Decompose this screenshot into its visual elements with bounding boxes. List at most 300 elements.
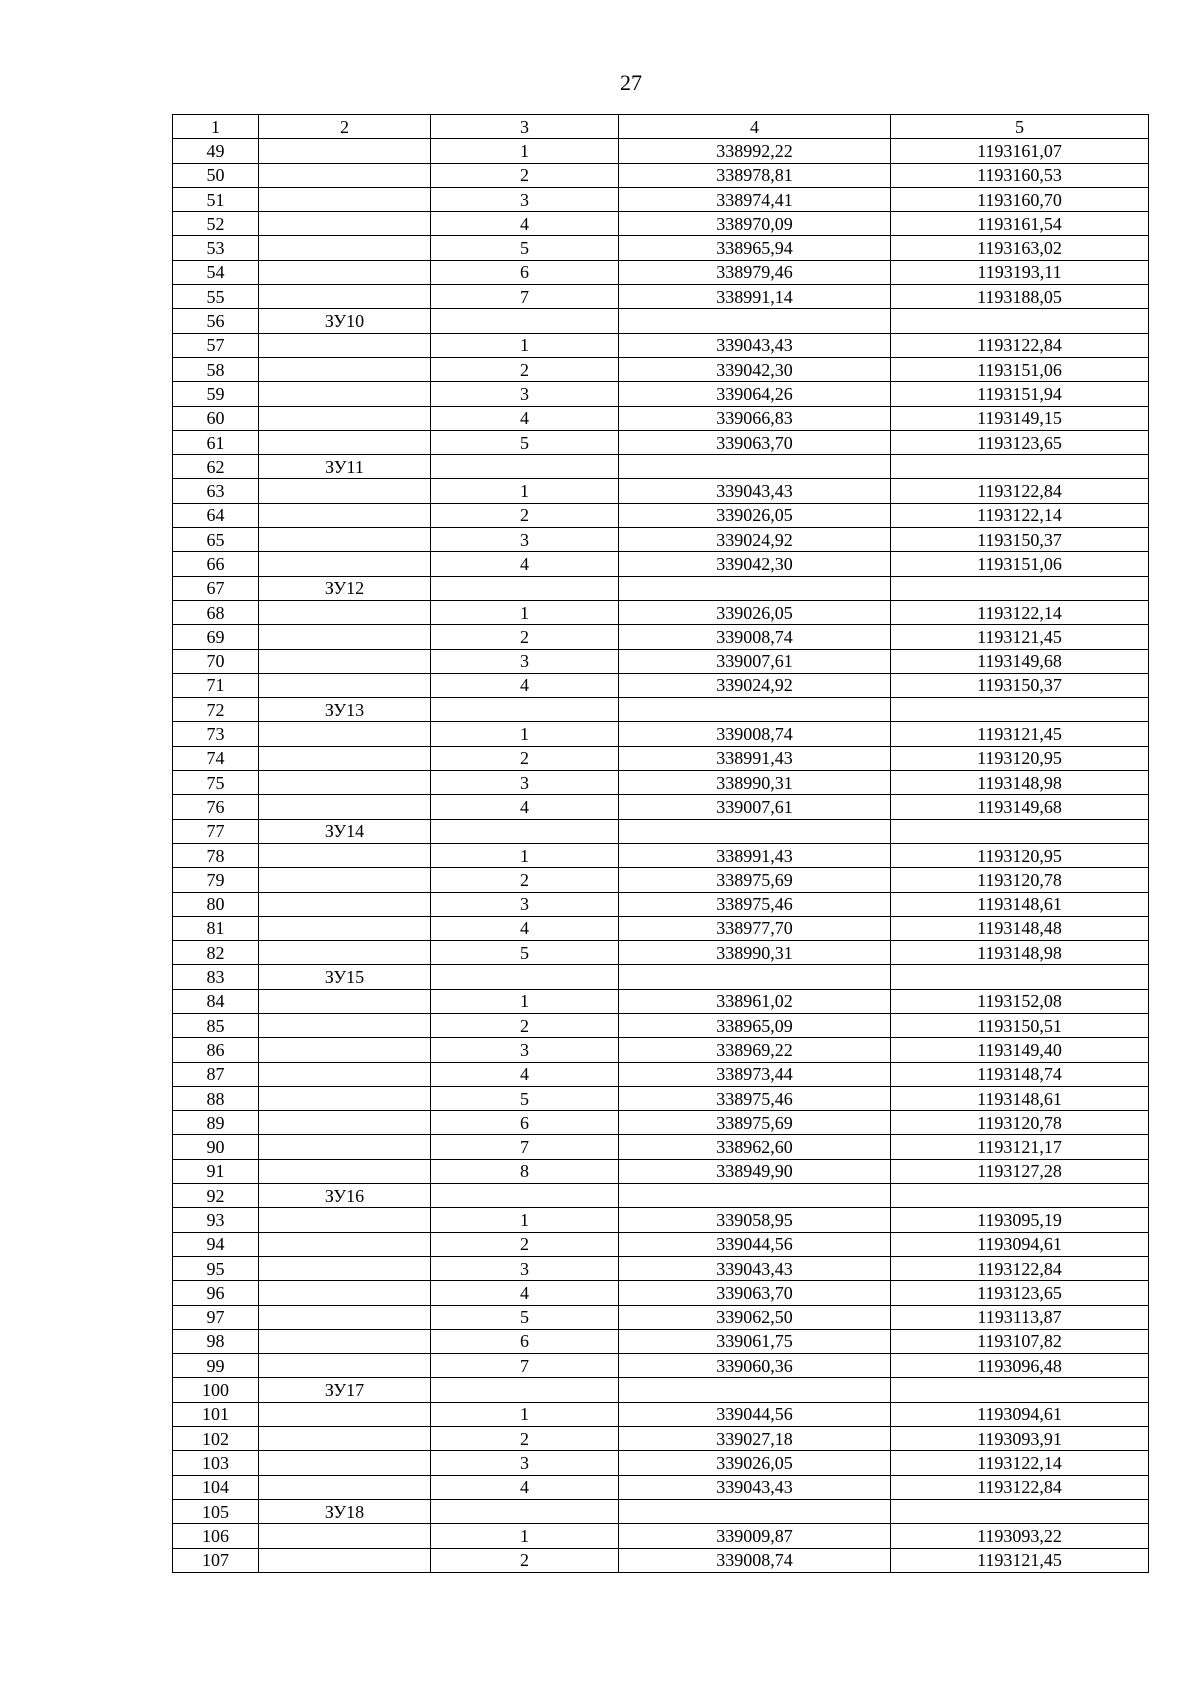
y-coordinate-cell: 1193093,22 (891, 1524, 1149, 1548)
table-row (173, 916, 1149, 940)
y-coordinate-cell: 1193122,14 (891, 503, 1149, 527)
table-row (173, 576, 1149, 600)
parcel-cell (259, 1305, 431, 1329)
row-number-cell: 71 (173, 673, 259, 697)
x-coordinate-cell: 339008,74 (619, 1548, 891, 1572)
parcel-cell (259, 236, 431, 260)
table-row (173, 139, 1149, 163)
table-row (173, 455, 1149, 479)
x-coordinate-cell (619, 1378, 891, 1402)
x-coordinate-cell: 339009,87 (619, 1524, 891, 1548)
x-coordinate-cell (619, 455, 891, 479)
point-number-cell: 4 (431, 795, 619, 819)
parcel-cell (259, 503, 431, 527)
point-number-cell: 4 (431, 1281, 619, 1305)
y-coordinate-cell: 1193149,40 (891, 1038, 1149, 1062)
y-coordinate-cell: 1193160,53 (891, 163, 1149, 187)
y-coordinate-cell: 1193120,78 (891, 1111, 1149, 1135)
table-row (173, 1062, 1149, 1086)
x-coordinate-cell: 339058,95 (619, 1208, 891, 1232)
y-coordinate-cell: 1193122,14 (891, 1451, 1149, 1475)
y-coordinate-cell: 1193095,19 (891, 1208, 1149, 1232)
y-coordinate-cell: 1193148,48 (891, 916, 1149, 940)
parcel-cell (259, 1548, 431, 1572)
y-coordinate-cell: 1193150,37 (891, 528, 1149, 552)
y-coordinate-cell: 1193150,51 (891, 1013, 1149, 1037)
x-coordinate-cell: 339024,92 (619, 673, 891, 697)
x-coordinate-cell: 338962,60 (619, 1135, 891, 1159)
parcel-cell: ЗУ12 (259, 576, 431, 600)
point-number-cell: 3 (431, 528, 619, 552)
row-number-cell: 106 (173, 1524, 259, 1548)
point-number-cell: 4 (431, 1475, 619, 1499)
table-row (173, 382, 1149, 406)
parcel-cell (259, 746, 431, 770)
point-number-cell: 4 (431, 1062, 619, 1086)
point-number-cell: 3 (431, 649, 619, 673)
parcel-cell: ЗУ14 (259, 819, 431, 843)
parcel-cell (259, 1086, 431, 1110)
row-number-cell: 70 (173, 649, 259, 673)
table-row (173, 892, 1149, 916)
row-number-cell: 49 (173, 139, 259, 163)
parcel-cell (259, 357, 431, 381)
parcel-cell: ЗУ10 (259, 309, 431, 333)
parcel-cell (259, 722, 431, 746)
parcel-cell (259, 187, 431, 211)
point-number-cell: 2 (431, 1013, 619, 1037)
y-coordinate-cell: 1193122,84 (891, 1256, 1149, 1280)
table-row (173, 1281, 1149, 1305)
table-row (173, 1256, 1149, 1280)
x-coordinate-cell: 338961,02 (619, 989, 891, 1013)
y-coordinate-cell: 1193127,28 (891, 1159, 1149, 1183)
parcel-cell: ЗУ15 (259, 965, 431, 989)
parcel-cell (259, 430, 431, 454)
x-coordinate-cell: 338991,43 (619, 746, 891, 770)
parcel-cell (259, 771, 431, 795)
row-number-cell: 92 (173, 1184, 259, 1208)
table-row (173, 479, 1149, 503)
x-coordinate-cell: 339044,56 (619, 1402, 891, 1426)
y-coordinate-cell: 1193163,02 (891, 236, 1149, 260)
point-number-cell: 5 (431, 430, 619, 454)
point-number-cell (431, 309, 619, 333)
table-row (173, 212, 1149, 236)
table-row (173, 1086, 1149, 1110)
table-row (173, 746, 1149, 770)
y-coordinate-cell: 1193121,17 (891, 1135, 1149, 1159)
row-number-cell: 50 (173, 163, 259, 187)
parcel-cell: ЗУ11 (259, 455, 431, 479)
parcel-cell (259, 1524, 431, 1548)
point-number-cell: 3 (431, 771, 619, 795)
x-coordinate-cell: 339063,70 (619, 1281, 891, 1305)
row-number-cell: 57 (173, 333, 259, 357)
parcel-cell (259, 868, 431, 892)
row-number-cell: 79 (173, 868, 259, 892)
row-number-cell: 74 (173, 746, 259, 770)
point-number-cell (431, 1499, 619, 1523)
row-number-cell: 101 (173, 1402, 259, 1426)
x-coordinate-cell: 339026,05 (619, 600, 891, 624)
point-number-cell: 1 (431, 843, 619, 867)
x-coordinate-cell (619, 1499, 891, 1523)
table-row (173, 1524, 1149, 1548)
x-coordinate-cell: 338965,94 (619, 236, 891, 260)
x-coordinate-cell: 338975,46 (619, 892, 891, 916)
point-number-cell (431, 1378, 619, 1402)
table-row (173, 941, 1149, 965)
table-row (173, 1499, 1149, 1523)
x-coordinate-cell (619, 819, 891, 843)
x-coordinate-cell: 338975,69 (619, 1111, 891, 1135)
table-row (173, 260, 1149, 284)
x-coordinate-cell: 339027,18 (619, 1427, 891, 1451)
x-coordinate-cell: 339044,56 (619, 1232, 891, 1256)
point-number-cell: 6 (431, 1111, 619, 1135)
y-coordinate-cell: 1193148,61 (891, 1086, 1149, 1110)
table-row (173, 187, 1149, 211)
x-coordinate-cell: 339043,43 (619, 479, 891, 503)
table-row (173, 1184, 1149, 1208)
x-coordinate-cell (619, 1184, 891, 1208)
x-coordinate-cell: 338973,44 (619, 1062, 891, 1086)
page-number: 27 (620, 70, 642, 95)
row-number-cell: 65 (173, 528, 259, 552)
parcel-cell (259, 1062, 431, 1086)
y-coordinate-cell: 1193094,61 (891, 1402, 1149, 1426)
table-row (173, 1354, 1149, 1378)
y-coordinate-cell: 1193161,07 (891, 139, 1149, 163)
y-coordinate-cell: 1193149,68 (891, 649, 1149, 673)
table-row (173, 625, 1149, 649)
table-row (173, 285, 1149, 309)
parcel-cell (259, 1329, 431, 1353)
x-coordinate-cell: 338974,41 (619, 187, 891, 211)
header-cell-5: 5 (891, 115, 1149, 139)
point-number-cell: 5 (431, 941, 619, 965)
table-row (173, 1548, 1149, 1572)
row-number-cell: 83 (173, 965, 259, 989)
parcel-cell (259, 528, 431, 552)
table-row (173, 843, 1149, 867)
x-coordinate-cell: 339063,70 (619, 430, 891, 454)
parcel-cell (259, 1038, 431, 1062)
parcel-cell (259, 600, 431, 624)
y-coordinate-cell: 1193149,68 (891, 795, 1149, 819)
point-number-cell: 3 (431, 1256, 619, 1280)
y-coordinate-cell: 1193122,84 (891, 479, 1149, 503)
y-coordinate-cell: 1193193,11 (891, 260, 1149, 284)
row-number-cell: 107 (173, 1548, 259, 1572)
header-cell-4: 4 (619, 115, 891, 139)
table-row (173, 503, 1149, 527)
parcel-cell (259, 1013, 431, 1037)
x-coordinate-cell: 339043,43 (619, 333, 891, 357)
table-row (173, 1451, 1149, 1475)
parcel-cell (259, 1354, 431, 1378)
y-coordinate-cell (891, 576, 1149, 600)
y-coordinate-cell (891, 455, 1149, 479)
y-coordinate-cell: 1193121,45 (891, 1548, 1149, 1572)
parcel-cell: ЗУ13 (259, 698, 431, 722)
point-number-cell: 1 (431, 1208, 619, 1232)
y-coordinate-cell: 1193160,70 (891, 187, 1149, 211)
parcel-cell: ЗУ16 (259, 1184, 431, 1208)
row-number-cell: 58 (173, 357, 259, 381)
y-coordinate-cell: 1193148,98 (891, 941, 1149, 965)
x-coordinate-cell: 339026,05 (619, 503, 891, 527)
parcel-cell (259, 625, 431, 649)
x-coordinate-cell (619, 698, 891, 722)
x-coordinate-cell: 338949,90 (619, 1159, 891, 1183)
x-coordinate-cell (619, 576, 891, 600)
table-row (173, 795, 1149, 819)
point-number-cell: 4 (431, 552, 619, 576)
x-coordinate-cell: 339042,30 (619, 552, 891, 576)
y-coordinate-cell: 1193122,14 (891, 600, 1149, 624)
row-number-cell: 104 (173, 1475, 259, 1499)
table-row (173, 1329, 1149, 1353)
y-coordinate-cell: 1193120,78 (891, 868, 1149, 892)
y-coordinate-cell (891, 1184, 1149, 1208)
table-row (173, 965, 1149, 989)
point-number-cell: 7 (431, 1135, 619, 1159)
x-coordinate-cell: 339064,26 (619, 382, 891, 406)
parcel-cell (259, 1135, 431, 1159)
row-number-cell: 86 (173, 1038, 259, 1062)
point-number-cell: 2 (431, 1232, 619, 1256)
row-number-cell: 87 (173, 1062, 259, 1086)
point-number-cell: 3 (431, 1038, 619, 1062)
row-number-cell: 97 (173, 1305, 259, 1329)
x-coordinate-cell: 338990,31 (619, 941, 891, 965)
row-number-cell: 81 (173, 916, 259, 940)
point-number-cell (431, 698, 619, 722)
row-number-cell: 67 (173, 576, 259, 600)
table-row (173, 600, 1149, 624)
point-number-cell: 1 (431, 1402, 619, 1426)
point-number-cell: 1 (431, 722, 619, 746)
x-coordinate-cell: 339024,92 (619, 528, 891, 552)
x-coordinate-cell: 339042,30 (619, 357, 891, 381)
row-number-cell: 62 (173, 455, 259, 479)
table-row (173, 1475, 1149, 1499)
x-coordinate-cell: 339008,74 (619, 625, 891, 649)
point-number-cell: 5 (431, 236, 619, 260)
table-row (173, 1111, 1149, 1135)
point-number-cell: 8 (431, 1159, 619, 1183)
parcel-cell (259, 892, 431, 916)
table-row (173, 333, 1149, 357)
point-number-cell: 2 (431, 625, 619, 649)
parcel-cell (259, 1232, 431, 1256)
table-row (173, 430, 1149, 454)
point-number-cell: 1 (431, 139, 619, 163)
row-number-cell: 61 (173, 430, 259, 454)
header-cell-1: 1 (173, 115, 259, 139)
parcel-cell (259, 382, 431, 406)
table-row (173, 1159, 1149, 1183)
y-coordinate-cell: 1193120,95 (891, 843, 1149, 867)
point-number-cell: 4 (431, 406, 619, 430)
y-coordinate-cell: 1193121,45 (891, 625, 1149, 649)
row-number-cell: 56 (173, 309, 259, 333)
row-number-cell: 80 (173, 892, 259, 916)
table-row (173, 819, 1149, 843)
parcel-cell (259, 1402, 431, 1426)
row-number-cell: 100 (173, 1378, 259, 1402)
y-coordinate-cell: 1193120,95 (891, 746, 1149, 770)
table-row (173, 357, 1149, 381)
parcel-cell (259, 795, 431, 819)
point-number-cell: 6 (431, 1329, 619, 1353)
parcel-cell (259, 1451, 431, 1475)
point-number-cell: 1 (431, 479, 619, 503)
point-number-cell: 1 (431, 333, 619, 357)
y-coordinate-cell: 1193123,65 (891, 1281, 1149, 1305)
row-number-cell: 90 (173, 1135, 259, 1159)
point-number-cell: 2 (431, 746, 619, 770)
table-row (173, 1135, 1149, 1159)
x-coordinate-cell: 338975,46 (619, 1086, 891, 1110)
x-coordinate-cell: 338992,22 (619, 139, 891, 163)
row-number-cell: 52 (173, 212, 259, 236)
x-coordinate-cell: 338991,14 (619, 285, 891, 309)
x-coordinate-cell: 338990,31 (619, 771, 891, 795)
row-number-cell: 64 (173, 503, 259, 527)
y-coordinate-cell: 1193151,06 (891, 357, 1149, 381)
table-row (173, 406, 1149, 430)
y-coordinate-cell: 1193152,08 (891, 989, 1149, 1013)
table-row (173, 1208, 1149, 1232)
parcel-cell (259, 1475, 431, 1499)
row-number-cell: 82 (173, 941, 259, 965)
parcel-cell (259, 673, 431, 697)
row-number-cell: 103 (173, 1451, 259, 1475)
x-coordinate-cell: 338977,70 (619, 916, 891, 940)
table-row (173, 236, 1149, 260)
y-coordinate-cell (891, 819, 1149, 843)
x-coordinate-cell: 338969,22 (619, 1038, 891, 1062)
row-number-cell: 77 (173, 819, 259, 843)
point-number-cell: 3 (431, 892, 619, 916)
table-row (173, 1378, 1149, 1402)
x-coordinate-cell: 338970,09 (619, 212, 891, 236)
table-row (173, 698, 1149, 722)
parcel-cell (259, 1208, 431, 1232)
parcel-cell (259, 163, 431, 187)
table-row (173, 552, 1149, 576)
point-number-cell: 2 (431, 1548, 619, 1572)
parcel-cell (259, 1111, 431, 1135)
table-row (173, 722, 1149, 746)
table-row (173, 1427, 1149, 1451)
parcel-cell (259, 285, 431, 309)
y-coordinate-cell: 1193148,61 (891, 892, 1149, 916)
point-number-cell: 3 (431, 1451, 619, 1475)
table-row (173, 649, 1149, 673)
y-coordinate-cell: 1193094,61 (891, 1232, 1149, 1256)
parcel-cell (259, 989, 431, 1013)
x-coordinate-cell: 339026,05 (619, 1451, 891, 1475)
y-coordinate-cell: 1193122,84 (891, 333, 1149, 357)
x-coordinate-cell: 339007,61 (619, 795, 891, 819)
point-number-cell: 6 (431, 260, 619, 284)
y-coordinate-cell (891, 1378, 1149, 1402)
table-row (173, 528, 1149, 552)
parcel-cell (259, 552, 431, 576)
row-number-cell: 102 (173, 1427, 259, 1451)
parcel-cell (259, 212, 431, 236)
table-row (173, 309, 1149, 333)
parcel-cell (259, 1159, 431, 1183)
parcel-cell: ЗУ17 (259, 1378, 431, 1402)
point-number-cell: 4 (431, 673, 619, 697)
x-coordinate-cell: 339062,50 (619, 1305, 891, 1329)
parcel-cell (259, 843, 431, 867)
parcel-cell (259, 479, 431, 503)
row-number-cell: 55 (173, 285, 259, 309)
x-coordinate-cell: 339007,61 (619, 649, 891, 673)
y-coordinate-cell: 1193148,98 (891, 771, 1149, 795)
row-number-cell: 75 (173, 771, 259, 795)
parcel-cell (259, 1281, 431, 1305)
point-number-cell: 2 (431, 503, 619, 527)
header-cell-2: 2 (259, 115, 431, 139)
y-coordinate-cell: 1193161,54 (891, 212, 1149, 236)
point-number-cell (431, 1184, 619, 1208)
row-number-cell: 68 (173, 600, 259, 624)
row-number-cell: 66 (173, 552, 259, 576)
point-number-cell: 2 (431, 1427, 619, 1451)
x-coordinate-cell (619, 309, 891, 333)
point-number-cell (431, 455, 619, 479)
y-coordinate-cell: 1193150,37 (891, 673, 1149, 697)
row-number-cell: 78 (173, 843, 259, 867)
parcel-cell (259, 333, 431, 357)
table-row (173, 868, 1149, 892)
point-number-cell: 2 (431, 163, 619, 187)
x-coordinate-cell: 339061,75 (619, 1329, 891, 1353)
y-coordinate-cell: 1193113,87 (891, 1305, 1149, 1329)
x-coordinate-cell: 339043,43 (619, 1475, 891, 1499)
x-coordinate-cell: 338975,69 (619, 868, 891, 892)
parcel-cell (259, 1256, 431, 1280)
x-coordinate-cell: 339043,43 (619, 1256, 891, 1280)
point-number-cell: 7 (431, 1354, 619, 1378)
row-number-cell: 88 (173, 1086, 259, 1110)
point-number-cell: 4 (431, 212, 619, 236)
parcel-cell (259, 916, 431, 940)
table-row (173, 1402, 1149, 1426)
point-number-cell: 5 (431, 1305, 619, 1329)
point-number-cell: 4 (431, 916, 619, 940)
x-coordinate-cell: 338965,09 (619, 1013, 891, 1037)
row-number-cell: 91 (173, 1159, 259, 1183)
x-coordinate-cell: 339008,74 (619, 722, 891, 746)
row-number-cell: 99 (173, 1354, 259, 1378)
point-number-cell: 1 (431, 600, 619, 624)
x-coordinate-cell: 339066,83 (619, 406, 891, 430)
y-coordinate-cell: 1193149,15 (891, 406, 1149, 430)
x-coordinate-cell: 339060,36 (619, 1354, 891, 1378)
point-number-cell: 3 (431, 382, 619, 406)
parcel-cell: ЗУ18 (259, 1499, 431, 1523)
table-header-row (173, 115, 1149, 139)
row-number-cell: 93 (173, 1208, 259, 1232)
